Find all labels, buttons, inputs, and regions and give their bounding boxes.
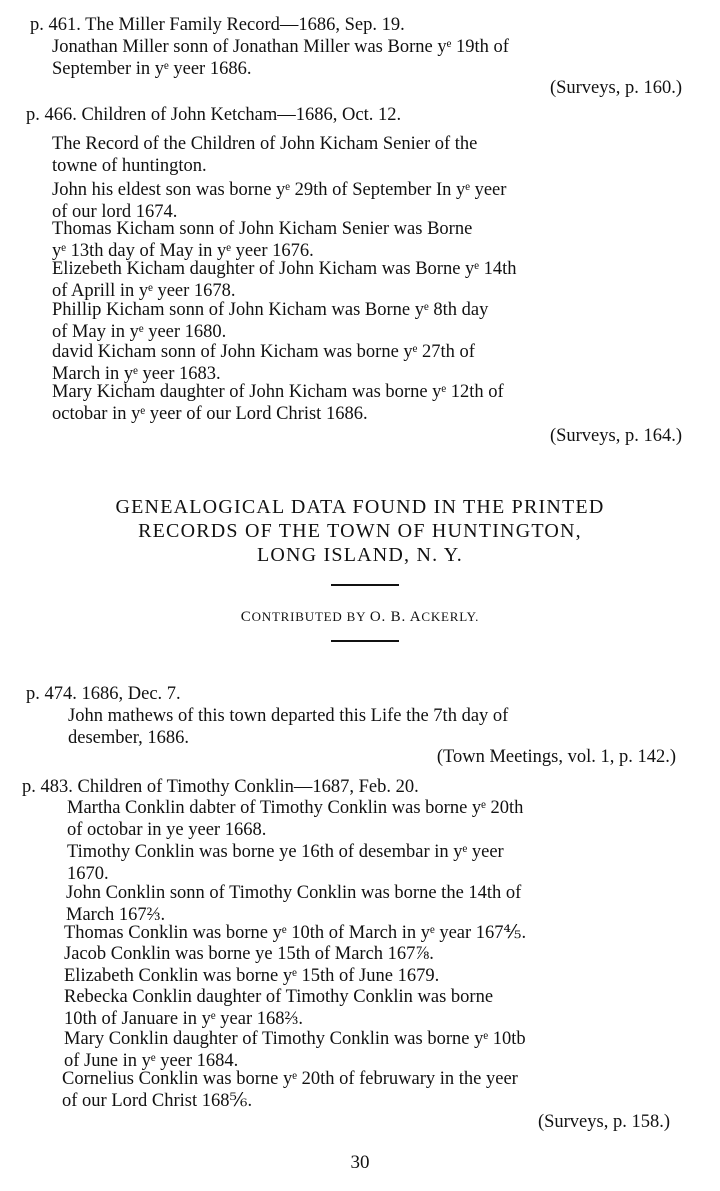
entry-paragraph — [62, 1068, 702, 1112]
text-line: david Kicham sonn of John Kicham was borne yᵉ 27th of — [52, 342, 475, 362]
text-line: Jacob Conklin was borne ye 15th of March 167⅞. — [64, 944, 434, 964]
text-line: March in yᵉ yeer 1683. — [52, 364, 221, 384]
text-line: 1670. — [67, 864, 109, 884]
text-line: Timothy Conklin was borne ye 16th of desembar in yᵉ yeer — [67, 842, 504, 862]
contributor-line — [0, 606, 720, 628]
heading-line: RECORDS OF THE TOWN OF HUNTINGTON, — [138, 520, 582, 542]
source-citation: (Town Meetings, vol. 1, p. 142.) — [436, 747, 676, 767]
heading-line: GENEALOGICAL DATA FOUND IN THE PRINTED — [115, 496, 605, 518]
text-line: yᵉ 13th day of May in yᵉ yeer 1676. — [52, 241, 314, 261]
entry-paragraph — [64, 922, 702, 944]
text-line: of our lord 1674. — [52, 202, 178, 222]
text-line: March 167⅔. — [66, 905, 166, 925]
entry-paragraph — [52, 258, 702, 302]
text-line: Mary Kicham daughter of John Kicham was borne yᵉ 12th of — [52, 382, 504, 402]
text-line: of May in yᵉ yeer 1680. — [52, 322, 227, 342]
text-line: 10th of Januare in yᵉ year 168⅔. — [64, 1009, 304, 1029]
text-line: of June in yᵉ yeer 1684. — [64, 1051, 239, 1071]
entry-paragraph — [67, 841, 702, 885]
page-number: 30 — [350, 1152, 370, 1173]
entry-paragraph — [64, 986, 702, 1030]
text-line: Thomas Conklin was borne yᵉ 10th of March in yᵉ year 167⅘. — [64, 923, 527, 943]
text-line: Thomas Kicham sonn of John Kicham Senier was Borne — [52, 219, 473, 239]
entry-paragraph — [64, 965, 702, 987]
entry-paragraph — [52, 381, 702, 425]
text-line: of Aprill in yᵉ yeer 1678. — [52, 281, 236, 301]
entry-heading: p. 466. Children of John Ketcham—1686, Oct. 12. — [26, 105, 402, 125]
text-line: Elizabeth Conklin was borne yᵉ 15th of June 1679. — [64, 966, 440, 986]
contributor-prefix: ONTRIBUTED BY — [251, 609, 366, 624]
entry-paragraph — [52, 299, 702, 343]
source-citation: (Surveys, p. 164.) — [549, 426, 682, 446]
source-citation: (Surveys, p. 158.) — [537, 1112, 670, 1132]
text-line: Phillip Kicham sonn of John Kicham was Borne yᵉ 8th day — [52, 300, 489, 320]
entry-paragraph — [52, 341, 702, 385]
text-line: Elizebeth Kicham daughter of John Kicham was Borne yᵉ 14th — [52, 259, 517, 279]
entry-paragraph — [52, 36, 702, 80]
divider-rule — [331, 584, 399, 586]
contributor-initial: C — [240, 609, 252, 625]
text-line: of octobar in ye yeer 1668. — [67, 820, 267, 840]
entry-paragraph — [67, 797, 702, 841]
text-line: octobar in yᵉ yeer of our Lord Christ 1686. — [52, 404, 368, 424]
text-line: Mary Conklin daughter of Timothy Conklin was borne yᵉ 10tb — [64, 1029, 526, 1049]
text-line: Rebecka Conklin daughter of Timothy Conklin was borne — [64, 987, 494, 1007]
text-line: John mathews of this town departed this Life the 7th day of — [68, 706, 509, 726]
source-citation: (Surveys, p. 160.) — [549, 78, 682, 98]
text-line: of our Lord Christ 168⅚. — [62, 1091, 253, 1111]
text-line: Martha Conklin dabter of Timothy Conklin was borne yᵉ 20th — [67, 798, 524, 818]
divider-rule — [331, 640, 399, 642]
entry-heading: p. 474. 1686, Dec. 7. — [26, 684, 181, 704]
heading-line: LONG ISLAND, N. Y. — [256, 544, 464, 566]
text-line: Jonathan Miller sonn of Jonathan Miller was Borne yᵉ 19th of — [52, 37, 509, 57]
entry-paragraph — [66, 882, 702, 926]
text-line: The Record of the Children of John Kicham Senier of the — [52, 134, 478, 154]
entry-paragraph — [52, 179, 702, 223]
text-line: desember, 1686. — [68, 728, 190, 748]
contributor-name-rest: CKERLY. — [421, 609, 480, 624]
entry-heading: p. 461. The Miller Family Record—1686, Sep. 19. — [30, 15, 405, 35]
text-line: September in yᵉ yeer 1686. — [52, 59, 252, 79]
contributor-name: O. B. A — [369, 609, 422, 625]
entry-paragraph — [64, 943, 702, 965]
text-line: John Conklin sonn of Timothy Conklin was borne the 14th of — [66, 883, 522, 903]
entry-paragraph — [52, 133, 702, 177]
text-line: John his eldest son was borne yᵉ 29th of September In yᵉ yeer — [52, 180, 507, 200]
section-heading — [0, 495, 720, 567]
entry-heading: p. 483. Children of Timothy Conklin—1687, Feb. 20. — [22, 777, 419, 797]
entry-paragraph — [52, 218, 702, 262]
entry-paragraph — [64, 1028, 702, 1072]
entry-paragraph — [68, 705, 702, 749]
text-line: towne of huntington. — [52, 156, 207, 176]
text-line: Cornelius Conklin was borne yᵉ 20th of februwary in the yeer — [62, 1069, 518, 1089]
